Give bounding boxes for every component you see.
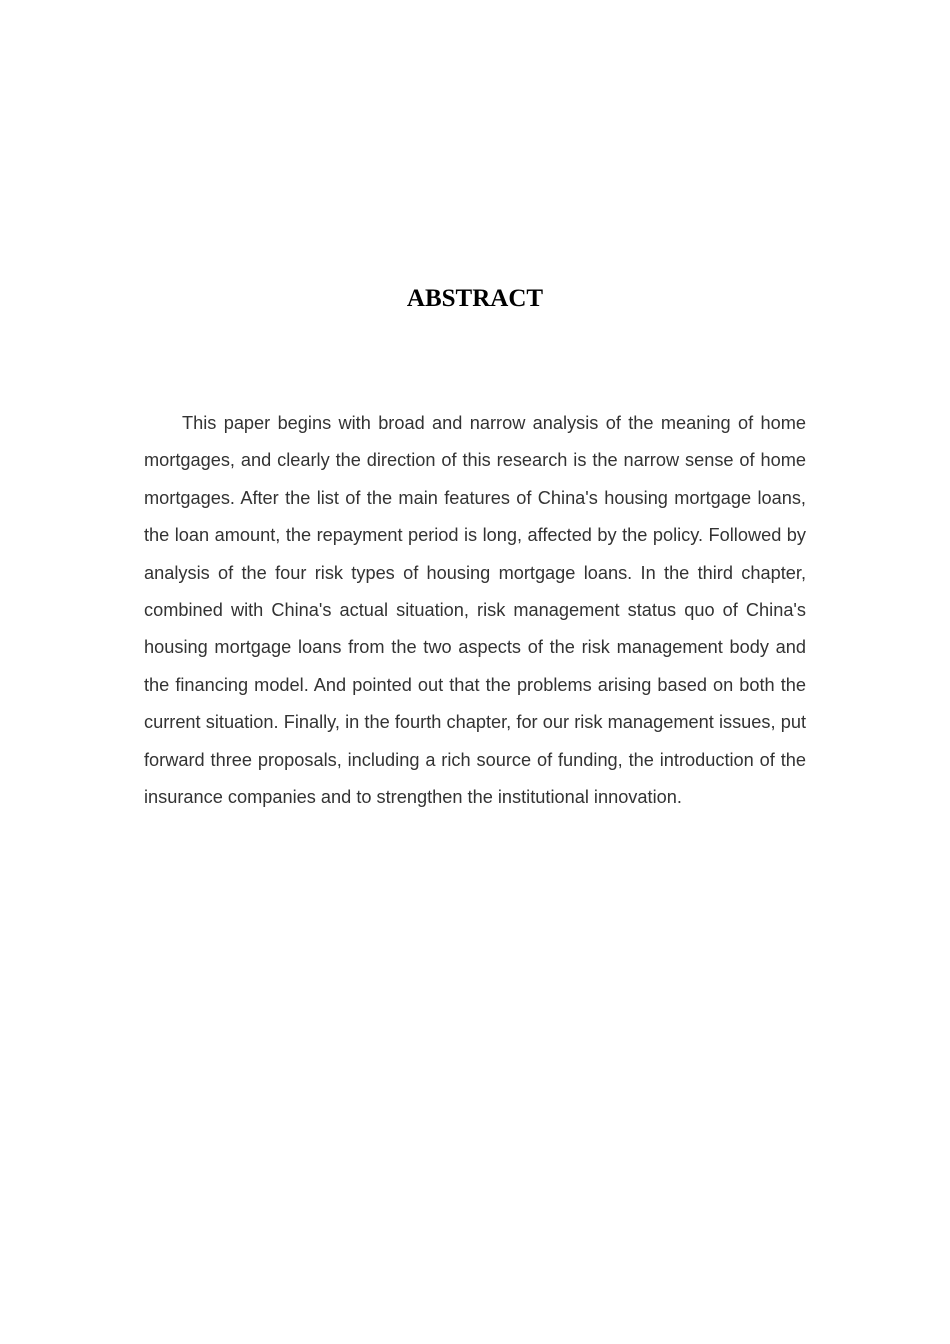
abstract-paragraph: This paper begins with broad and narrow analysis of the meaning of home mortgages, and clearly the direction of this research is the narrow sense of home mortgages. After the list of the main features of China's housing mortgage loans, the loan amount, the repayment period is long, affected by the policy. Followed by analysis of the four risk types of housing mortgage loans. In the third chapter, combined with China's actual situation, risk management status quo of China's housing mortgage loans from the two aspects of the risk management body and the financing model. And pointed out that the problems arising based on both the current situation. Finally, in the fourth chapter, for our risk management issues, put forward three proposals, including a rich source of funding, the introduction of the insurance companies and to strengthen the institutional innovation. [144, 413, 806, 808]
abstract-title: ABSTRACT [406, 285, 544, 312]
